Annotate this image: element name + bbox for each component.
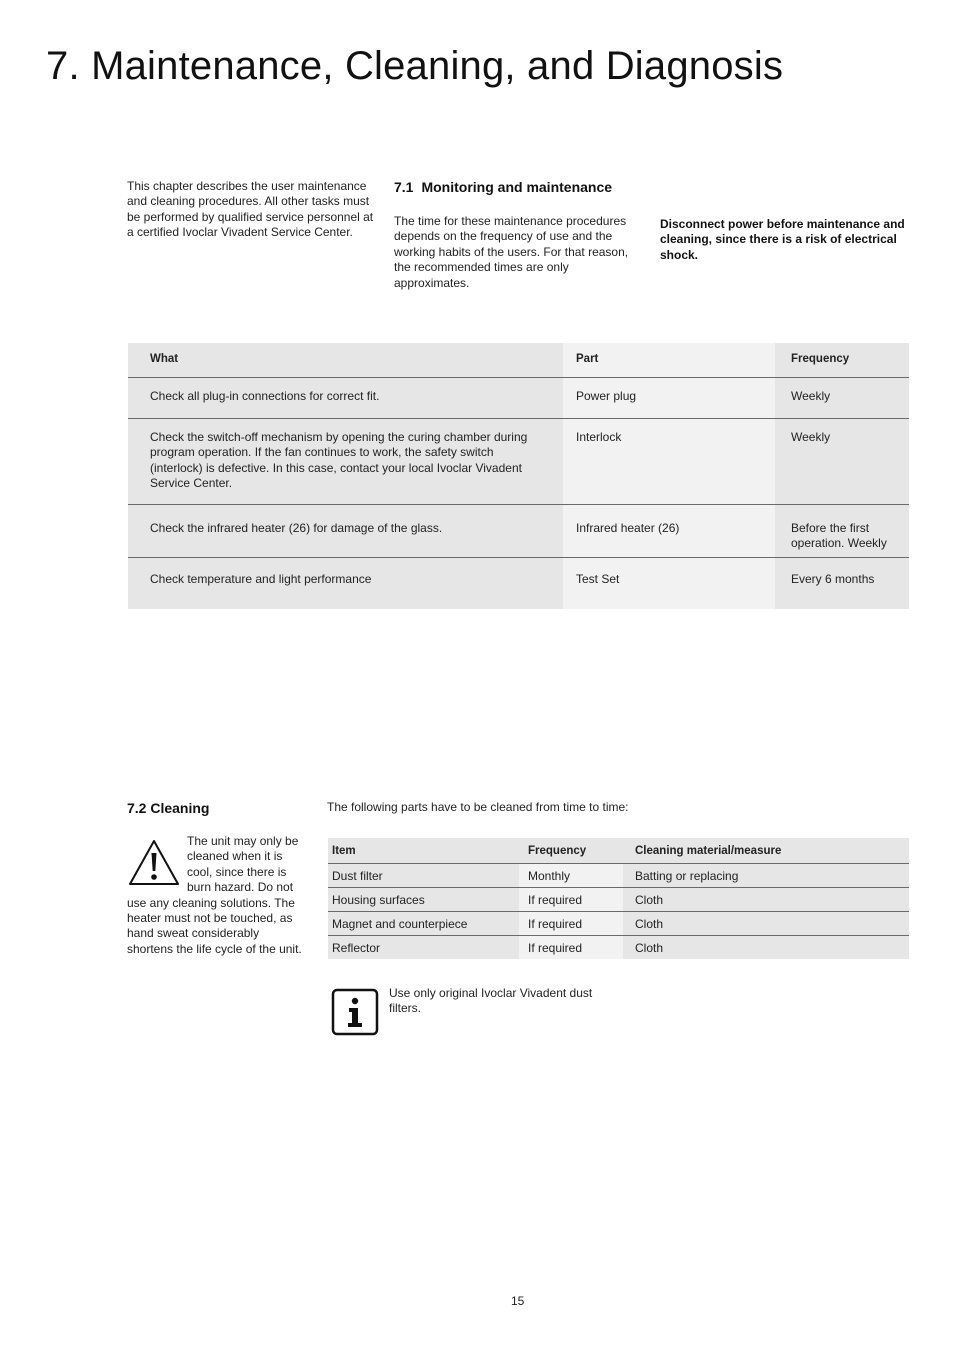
intro-text: This chapter describes the user maintenance and cleaning procedures. All other tasks must be performed by qualified service personnel at a certified Ivoclar Vivadent Service Center. [127, 179, 374, 240]
table-cell: Cloth [623, 912, 909, 936]
section-7-1-text: The time for these maintenance procedures depends on the frequency of use and the working habits of the users. For that reason, the recommended times are only approximates. [394, 214, 629, 290]
table-cell: Batting or replacing [623, 864, 909, 888]
column-header: What [128, 343, 563, 378]
table-cell: Check the switch-off mechanism by opening the curing chamber during program operation. If the fan continues to work, the safety switch (interlock) is defective. In this case, contact your local Ivoclar Vivadent Service Center. [128, 419, 563, 505]
info-note: Use only original Ivoclar Vivadent dust filters. [389, 986, 593, 1016]
page-title: 7. Maintenance, Cleaning, and Diagnosis [46, 44, 784, 88]
table-cell: Check all plug-in connections for correct fit. [128, 378, 563, 419]
column-header: Frequency [775, 343, 909, 378]
table-cell: Weekly [775, 378, 909, 419]
table-row [328, 864, 909, 888]
table-row [128, 378, 909, 419]
table-row [328, 912, 909, 936]
column-header: Frequency [519, 838, 623, 864]
burn-warning-text: The unit may only be cleaned when it is cool, since there is burn hazard. Do not use any cleaning solutions. The heater must not be touched, as hand sweat considerably shortens the life cycle of the unit. [127, 834, 302, 956]
column-header: Part [563, 343, 775, 378]
section-7-1-number: 7.1 [394, 179, 414, 195]
cleaning-intro: The following parts have to be cleaned from time to time: [327, 800, 629, 814]
table-cell: If required [519, 888, 623, 912]
column-header: Cleaning material/measure [623, 838, 909, 864]
section-7-2-title: 7.2 Cleaning [127, 800, 210, 816]
table-cell: If required [519, 936, 623, 960]
maintenance-table [128, 343, 909, 609]
table-cell: Infrared heater (26) [563, 505, 775, 558]
electrical-warning: Disconnect power before maintenance and cleaning, since there is a risk of electrical shock. [660, 217, 905, 262]
table-cell: Cloth [623, 888, 909, 912]
cleaning-table [328, 838, 909, 959]
table-cell: Interlock [563, 419, 775, 505]
table-cell: Dust filter [328, 864, 519, 888]
table-cell: Power plug [563, 378, 775, 419]
page-number: 15 [511, 1294, 525, 1308]
table-row [328, 888, 909, 912]
table-cell: Monthly [519, 864, 623, 888]
section-7-1-heading [394, 179, 612, 195]
table-cell: Cloth [623, 936, 909, 960]
table-cell: Magnet and counterpiece [328, 912, 519, 936]
table-header-row [328, 838, 909, 864]
info-icon [331, 988, 379, 1036]
table-cell: Housing surfaces [328, 888, 519, 912]
column-header: Item [328, 838, 519, 864]
table-cell: If required [519, 912, 623, 936]
table-cell: Test Set [563, 558, 775, 610]
table-cell: Every 6 months [775, 558, 909, 610]
table-row [128, 558, 909, 610]
table-cell: Check temperature and light performance [128, 558, 563, 610]
table-cell: Check the infrared heater (26) for damage of the glass. [128, 505, 563, 558]
table-header-row [128, 343, 909, 378]
table-row [128, 505, 909, 558]
table-row [128, 419, 909, 505]
section-7-1-title: Monitoring and maintenance [421, 179, 613, 195]
table-cell: Weekly [775, 419, 909, 505]
table-row [328, 936, 909, 960]
table-cell: Before the first operation. Weekly [775, 505, 909, 558]
burn-warning [127, 834, 305, 957]
warning-triangle-icon [127, 838, 181, 890]
table-cell: Reflector [328, 936, 519, 960]
